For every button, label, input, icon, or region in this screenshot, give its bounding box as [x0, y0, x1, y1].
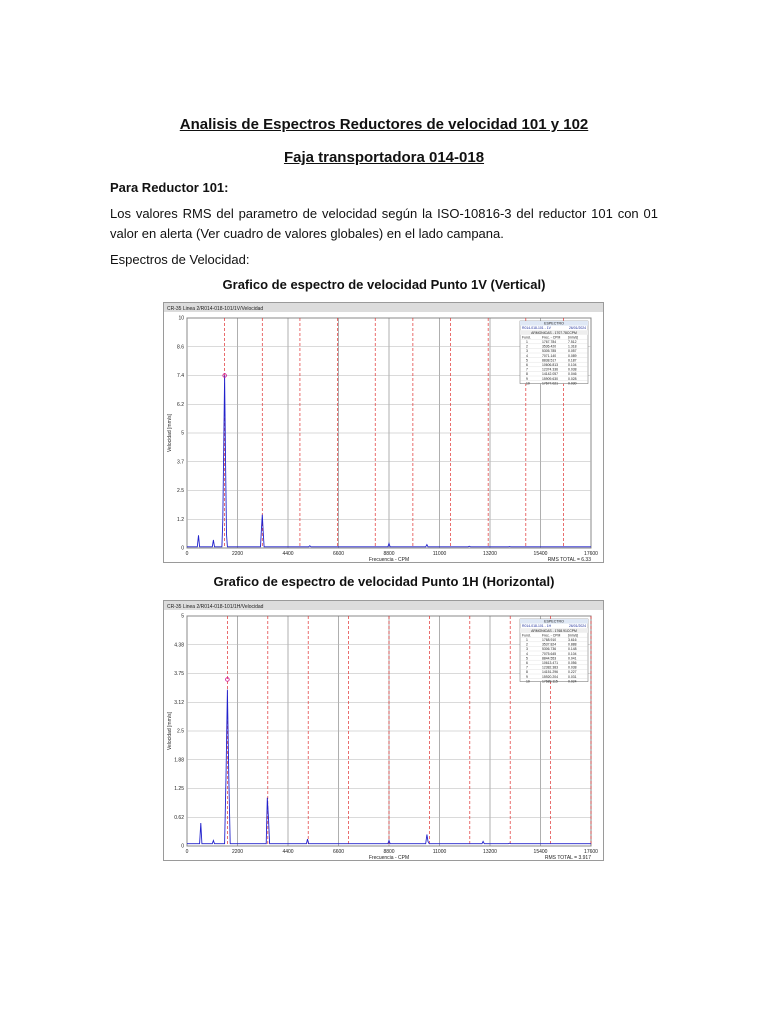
- spectrum-chart-horizontal: [163, 600, 604, 861]
- table-cell: 3: [526, 349, 528, 354]
- table-cell: 2: [526, 344, 528, 349]
- x-tick-label: 0: [185, 551, 189, 557]
- document-title: Analisis de Espectros Reductores de velocidad 101 y 102: [179, 116, 589, 133]
- table-cell: 7: [526, 367, 528, 372]
- table-cell: 0.038: [568, 665, 577, 670]
- table-cell: 5: [526, 656, 528, 661]
- table-column-header: Frec. - CPM: [542, 633, 561, 638]
- table-cell: 1.318: [568, 344, 577, 349]
- table-title: ESPECTRO: [544, 321, 564, 326]
- y-tick-label: 3.7: [177, 459, 184, 466]
- table-cell: 10: [526, 679, 530, 684]
- table-subtitle: ARMONICAS - 1768.91CCPM: [531, 628, 577, 633]
- table-cell: 15920.204: [542, 674, 559, 679]
- table-column-header: Fund.: [522, 633, 531, 638]
- y-tick-label: 10: [178, 315, 184, 322]
- y-tick-label: 4.38: [174, 642, 184, 649]
- table-cell: 10613.471: [542, 661, 559, 665]
- table-cell: 10606.813: [542, 363, 559, 367]
- x-tick-label: 4400: [282, 849, 294, 855]
- x-tick-label: 17600: [584, 849, 598, 855]
- y-tick-label: 8.6: [177, 344, 184, 351]
- spectrum-chart-vertical: [163, 302, 604, 563]
- table-cell: 5306.736: [542, 647, 557, 652]
- table-cell: 6: [526, 363, 528, 367]
- table-cell: 8844.553: [542, 656, 557, 661]
- table-cell: 9: [526, 674, 528, 679]
- x-tick-label: 15400: [533, 551, 548, 557]
- x-tick-label: 15400: [533, 849, 548, 855]
- table-cell: 12382.383: [542, 665, 559, 670]
- table-title: ESPECTRO: [544, 619, 564, 624]
- table-cell: 7071.140: [542, 353, 557, 358]
- x-tick-label: 11000: [432, 551, 447, 557]
- table-date: 26/01/2024: [569, 624, 586, 629]
- section-heading: Para Reductor 101:: [110, 180, 229, 195]
- table-point: R014-018-101 - 1H: [522, 624, 552, 629]
- y-tick-label: 5: [181, 430, 184, 437]
- table-cell: 3536.420: [542, 344, 557, 349]
- x-axis-label: Frecuencia - CPM: [368, 855, 410, 861]
- y-axis-label: Velocidad [mm/s]: [167, 413, 173, 453]
- table-cell: 0.057: [568, 349, 577, 354]
- table-cell: 0.888: [568, 642, 577, 647]
- table-cell: 0.041: [568, 656, 577, 661]
- table-cell: 12374.336: [542, 367, 559, 372]
- spectrum-svg: [163, 302, 604, 563]
- y-tick-label: 3.75: [174, 671, 184, 677]
- table-cell: 0.024: [568, 679, 577, 684]
- spectra-label: Espectros de Velocidad:: [110, 252, 250, 267]
- x-tick-label: 2200: [231, 551, 244, 557]
- body-paragraph: Los valores RMS del parametro de velocidad según la ISO-10816-3 del reductor 101 con 01 valor en alerta (Ver cuadro de valores globales) en el lado campana.: [110, 206, 658, 241]
- table-column-header: [mm/s]: [568, 633, 579, 638]
- table-subtitle: ARMONICAS - 1707.78CCPM: [531, 330, 577, 335]
- x-tick-label: 8800: [383, 551, 395, 557]
- table-cell: 0.030: [568, 381, 577, 386]
- table-cell: 0.028: [568, 376, 577, 381]
- y-tick-label: 3.12: [174, 699, 184, 706]
- rms-total-label: RMS TOTAL = 3.917: [544, 855, 591, 861]
- x-tick-label: 11000: [432, 849, 447, 855]
- y-tick-label: 1.2: [177, 516, 184, 523]
- table-cell: 5: [526, 358, 528, 363]
- table-cell: 10: [526, 381, 530, 386]
- table-cell: 9: [526, 376, 528, 381]
- table-cell: 3: [526, 647, 528, 652]
- table-cell: 8: [526, 372, 528, 377]
- table-cell: 0.104: [568, 651, 577, 656]
- table-cell: 7: [526, 665, 528, 670]
- x-tick-label: 2200: [231, 849, 244, 855]
- table-column-header: [mm/s]: [568, 335, 579, 340]
- y-tick-label: 0: [181, 545, 184, 552]
- x-tick-label: 13200: [483, 849, 497, 855]
- table-point: R014-018-101 - 1V: [522, 326, 551, 331]
- table-cell: 17689.115: [542, 679, 558, 684]
- x-tick-label: 17600: [584, 551, 598, 557]
- y-tick-label: 5: [181, 613, 184, 620]
- table-cell: 1767.784: [542, 340, 557, 344]
- table-cell: 4: [526, 353, 528, 358]
- chart-window-title: CR-35 Linea 2/R014-018-101/1V/Velocidad: [167, 306, 264, 312]
- y-tick-label: 0: [181, 843, 184, 850]
- table-cell: 15909.630: [542, 376, 559, 381]
- table-cell: 0.187: [568, 358, 577, 363]
- y-tick-label: 7.4: [177, 373, 184, 379]
- table-cell: 1: [526, 340, 528, 344]
- table-cell: 3537.824: [542, 642, 557, 647]
- table-cell: 0.104: [568, 363, 577, 367]
- y-tick-label: 1.25: [174, 786, 184, 792]
- table-cell: 17677.021: [542, 381, 559, 386]
- table-cell: 1: [526, 638, 528, 642]
- rms-total-label: RMS TOTAL = 6.33: [547, 557, 591, 563]
- x-tick-label: 13200: [483, 551, 497, 557]
- x-tick-label: 6600: [332, 849, 345, 855]
- chart-caption-vertical: Grafico de espectro de velocidad Punto 1V (Vertical): [222, 277, 546, 292]
- table-cell: 5305.785: [542, 349, 557, 354]
- table-cell: 7075.645: [542, 651, 557, 656]
- table-cell: 0.056: [568, 661, 577, 665]
- table-cell: 0.031: [568, 674, 577, 679]
- chart-caption-horizontal: Grafico de espectro de velocidad Punto 1H (Horizontal): [213, 574, 555, 589]
- x-tick-label: 0: [185, 849, 189, 855]
- table-cell: 3.616: [568, 638, 577, 642]
- table-cell: 14151.296: [542, 670, 559, 675]
- table-cell: 8838.517: [542, 358, 557, 363]
- table-cell: 2: [526, 642, 528, 647]
- table-cell: 14142.057: [542, 372, 559, 377]
- x-axis-label: Frecuencia - CPM: [368, 557, 410, 563]
- y-tick-label: 0.62: [174, 814, 184, 821]
- y-tick-label: 1.88: [174, 757, 184, 764]
- table-cell: 1768.910: [542, 638, 557, 642]
- table-column-header: Fund.: [522, 335, 531, 340]
- table-cell: 0.038: [568, 367, 577, 372]
- document-subtitle: Faja transportadora 014-018: [283, 149, 485, 166]
- x-tick-label: 4400: [282, 551, 294, 557]
- table-cell: 0.227: [568, 670, 577, 675]
- table-cell: 8: [526, 670, 528, 675]
- spectrum-svg: [163, 600, 604, 861]
- y-tick-label: 2.5: [177, 728, 184, 735]
- table-column-header: Frec. - CPM: [542, 335, 561, 340]
- x-tick-label: 8800: [383, 849, 395, 855]
- table-cell: 0.089: [568, 353, 577, 358]
- y-axis-label: Velocidad [mm/s]: [167, 711, 173, 751]
- table-cell: 0.046: [568, 372, 577, 377]
- table-cell: 6: [526, 661, 528, 665]
- y-tick-label: 2.5: [177, 488, 184, 494]
- chart-window-title: CR-35 Linea 2/R014-018-101/1H/Velocidad: [167, 604, 264, 610]
- table-cell: 4: [526, 651, 528, 656]
- y-tick-label: 6.2: [177, 401, 184, 408]
- x-tick-label: 6600: [332, 551, 345, 557]
- table-cell: 7.512: [568, 340, 577, 344]
- table-cell: 0.148: [568, 647, 577, 652]
- table-date: 26/01/2024: [569, 326, 586, 331]
